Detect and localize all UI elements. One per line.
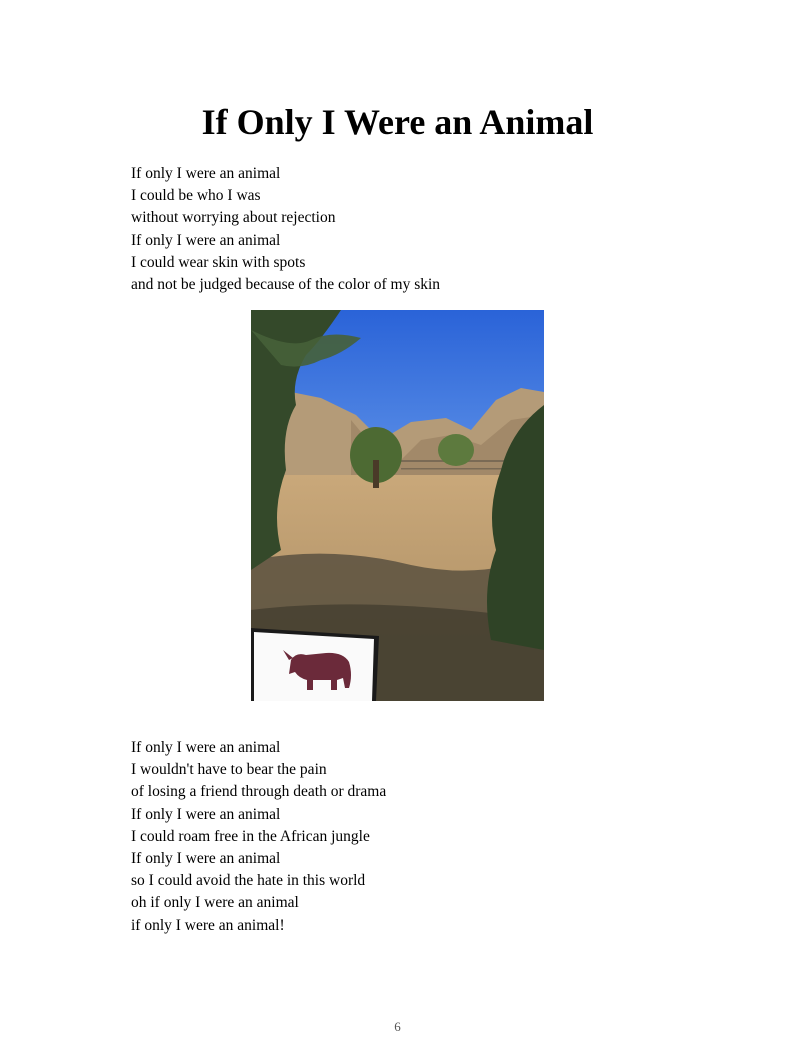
poem-line: I could be who I was [131, 187, 261, 205]
poem-line: and not be judged because of the color of my skin [131, 276, 441, 294]
poem-line: If only I were an animal [131, 805, 281, 823]
stanza-2 [131, 737, 386, 937]
stanza-1 [131, 163, 440, 296]
poem-line: If only I were an animal [131, 165, 281, 182]
photo-illustration [251, 310, 544, 701]
poem-line: I wouldn't have to bear the pain [131, 761, 327, 779]
rhinoceros-sign [251, 628, 379, 701]
poem-line: so I could avoid the hate in this world [131, 872, 366, 890]
poem-line: If only I were an animal [131, 231, 281, 249]
poem-line: of losing a friend through death or drama [131, 783, 387, 801]
poem-line: without worrying about rejection [131, 209, 336, 227]
poem-line: If only I were an animal [131, 739, 281, 756]
zoo-enclosure-photo [251, 310, 544, 701]
poem-line: I could roam free in the African jungle [131, 827, 370, 845]
poem-line: if only I were an animal! [131, 916, 285, 934]
poem-line: I could wear skin with spots [131, 253, 306, 271]
poem-line: oh if only I were an animal [131, 894, 299, 912]
page-number: 6 [394, 1019, 401, 1034]
poem-title: If Only I Were an Animal [201, 102, 594, 142]
poem-line: If only I were an animal [131, 850, 281, 868]
